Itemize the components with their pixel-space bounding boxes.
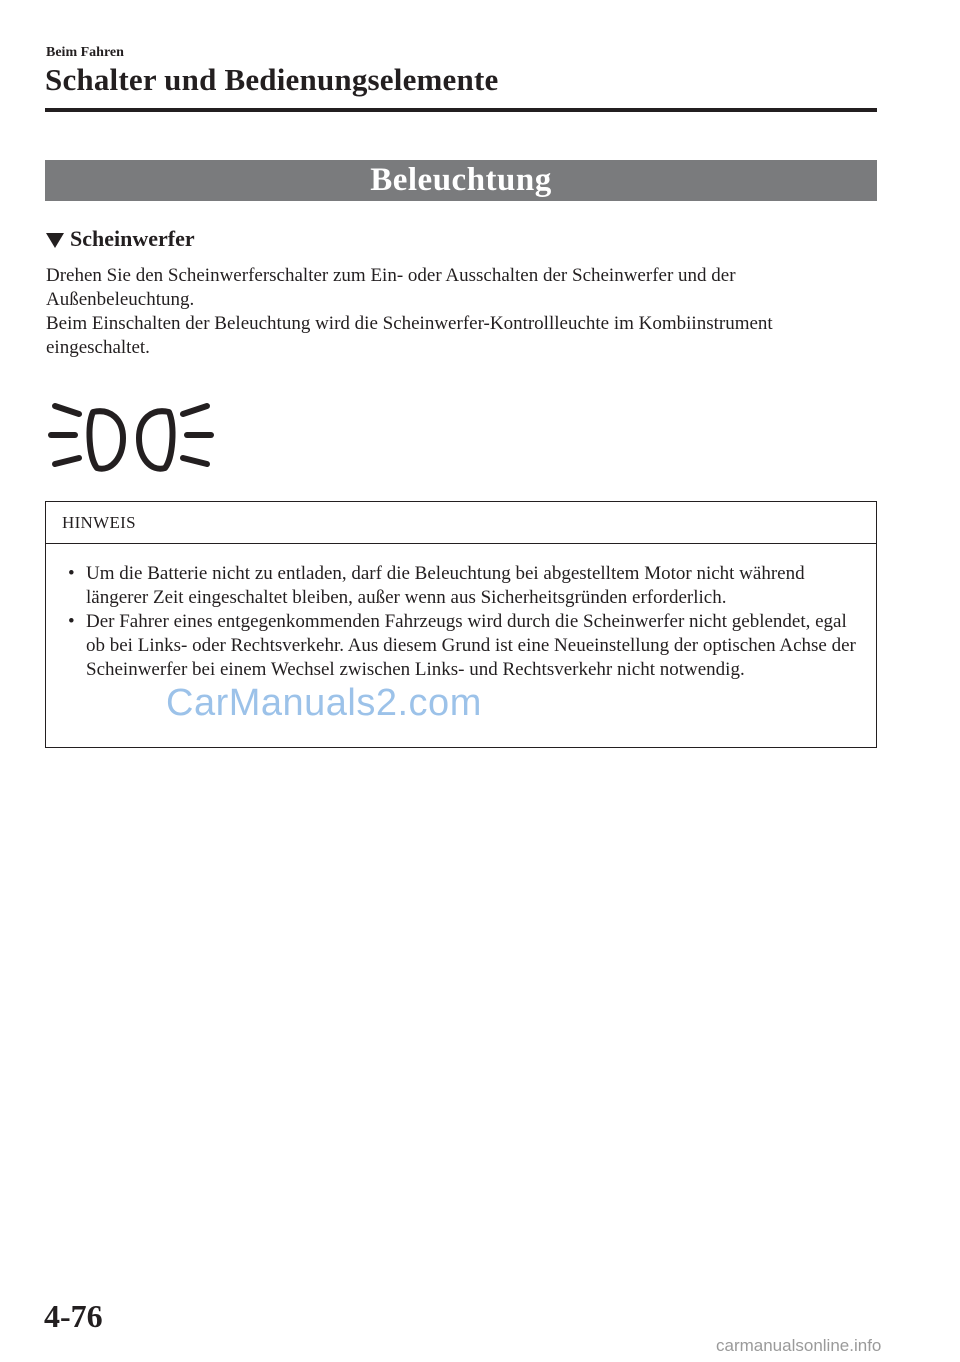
- body-paragraph: Drehen Sie den Scheinwerferschalter zum Ein- oder Ausschalten der Scheinwerfer und der Außenbeleuchtung.: [46, 265, 736, 310]
- footer-site-label: carmanualsonline.info: [716, 1336, 882, 1355]
- note-item: [64, 610, 858, 682]
- note-item: [64, 562, 858, 610]
- subsection-title: Scheinwerfer: [70, 226, 195, 251]
- bullet: •: [68, 611, 75, 632]
- body-text: [46, 264, 876, 360]
- section-title: Schalter und Bedienungselemente: [45, 62, 499, 97]
- body-paragraph: Beim Einschalten der Beleuchtung wird die Scheinwerfer-Kontrollleuchte im Kombiinstrument eingeschaltet.: [46, 313, 773, 358]
- note-item-text: Der Fahrer eines entgegenkommenden Fahrzeugs wird durch die Scheinwerfer nicht geblendet, egal ob bei Links- oder Rechtsverkehr. Aus diesem Grund ist eine Neueinstellung der optischen Achse der Scheinwerfer bei einem Wechsel zwischen Links- und Rechtsverkehr nicht notwendig.: [86, 611, 856, 680]
- note-list: [46, 544, 876, 682]
- topic-title-bar: Beleuchtung: [45, 160, 877, 201]
- watermark: CarManuals2.com: [166, 682, 482, 724]
- triangle-down-icon: [46, 233, 64, 248]
- page-number: 4-76: [44, 1298, 103, 1334]
- subsection-heading: [46, 225, 195, 253]
- bullet: •: [68, 563, 75, 584]
- chapter-label: Beim Fahren: [46, 45, 124, 60]
- note-heading: HINWEIS: [46, 502, 876, 544]
- note-item-text: Um die Batterie nicht zu entladen, darf die Beleuchtung bei abgestelltem Motor nicht während längerer Zeit eingeschaltet bleiben, außer wenn aus Sicherheitsgründen erforderlich.: [86, 563, 805, 608]
- headlight-indicator-icon: [45, 402, 217, 482]
- header-rule: [45, 108, 877, 112]
